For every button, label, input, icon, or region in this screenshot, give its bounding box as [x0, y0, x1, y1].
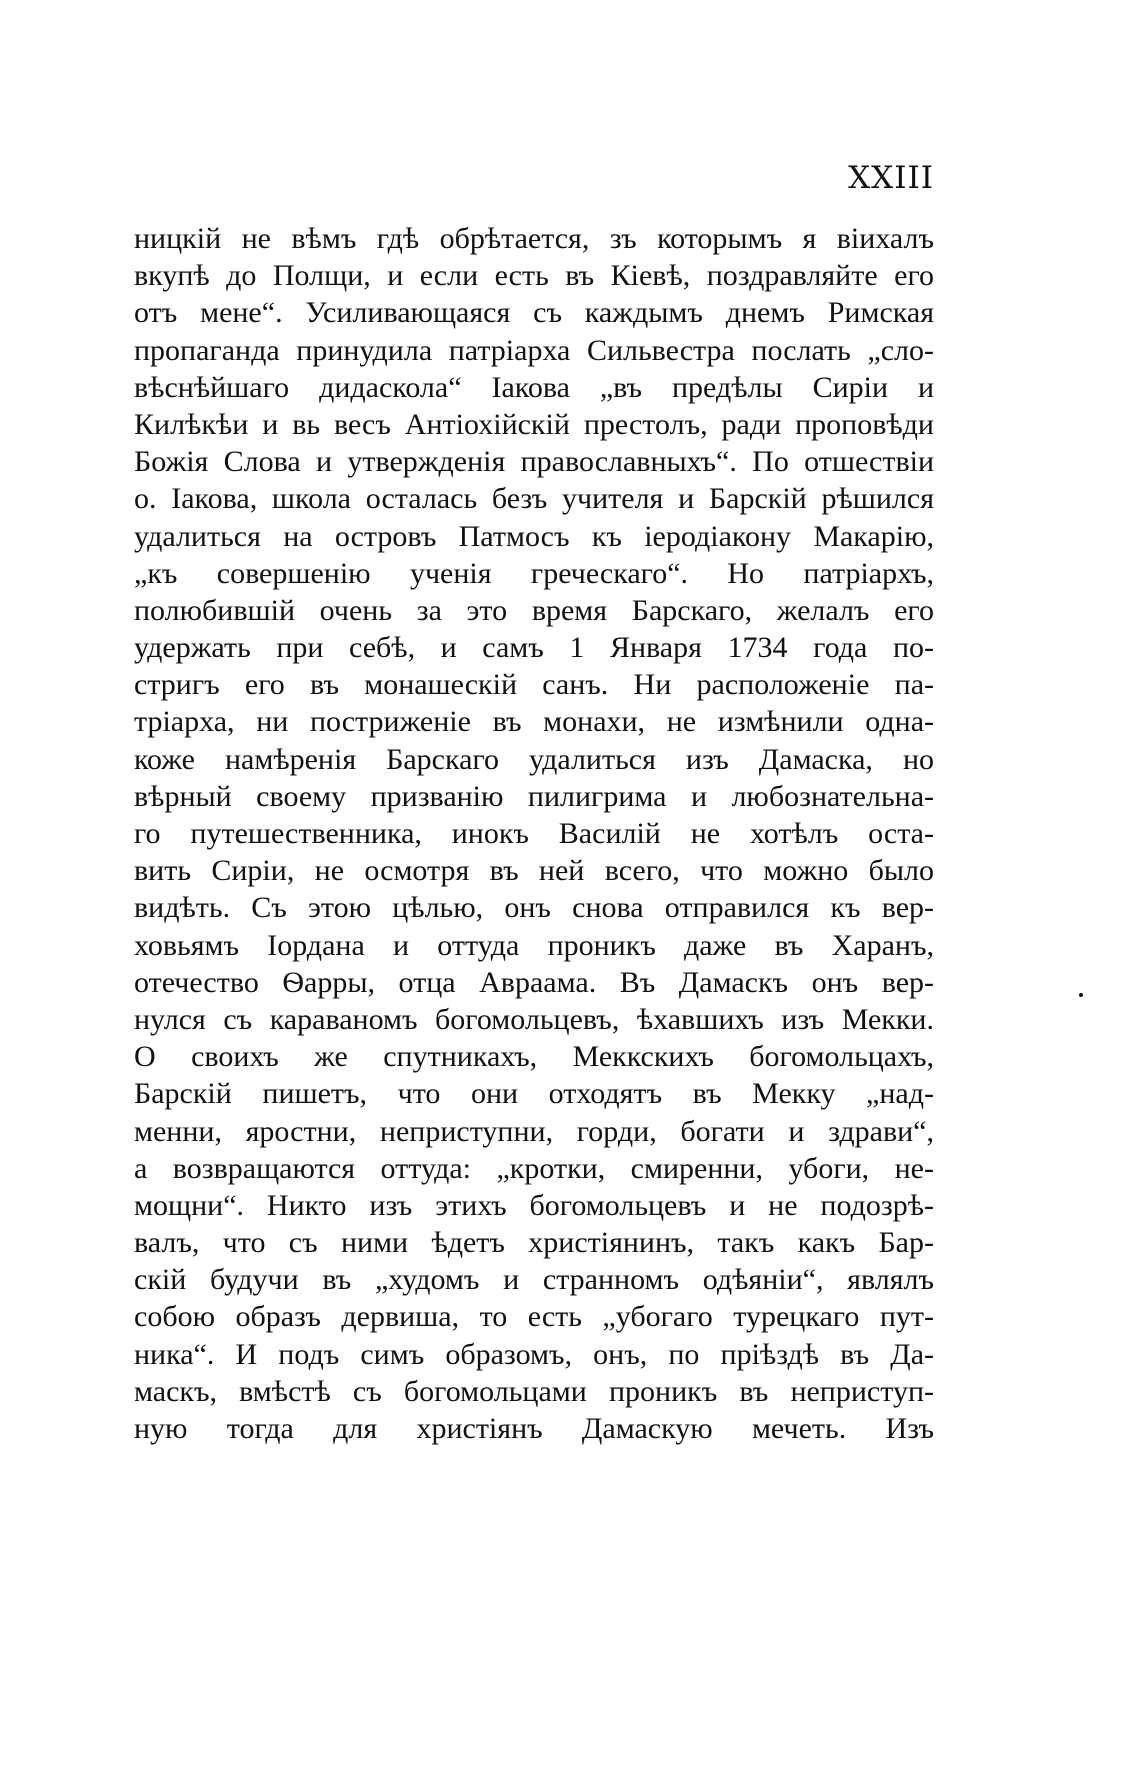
text-line: полюбившій очень за это время Барскаго, желалъ его	[134, 593, 934, 627]
text-line: го путешественника, инокъ Василій не хотѣлъ оста-	[134, 817, 934, 850]
text-line: вкупѣ до Полщи, и если есть въ Кіевѣ, поздравляйте его	[134, 259, 934, 293]
text-line: ника“. И подъ симъ образомъ, онъ, по пріѣздѣ въ Да-	[134, 1337, 934, 1371]
text-line: отъ мене“. Усиливающаяся съ каждымъ днемъ Римская	[134, 296, 934, 330]
page-number: XXIII	[848, 160, 934, 196]
text-line: вѣрный своему призванію пилигрима и любознательна-	[134, 779, 934, 813]
text-line: удалиться на островъ Патмосъ къ іеродіакону Макарію,	[134, 519, 934, 553]
text-line: ницкій не вѣмъ гдѣ обрѣтается, зъ которымъ я віихалъ	[134, 222, 934, 255]
text-line: ховьямъ Іордана и оттуда проникъ даже въ Харанъ,	[134, 928, 934, 962]
text-line: маскъ, вмѣстѣ съ богомольцами проникъ въ неприступ-	[134, 1374, 934, 1408]
text-line: отечество Ѳарры, отца Авраама. Въ Дамаскъ онъ вер-	[134, 965, 934, 999]
text-line: ную тогда для христіянъ Дамаскую мечеть. Изъ	[134, 1412, 934, 1445]
text-line: Божія Слова и утвержденія православныхъ“. По отшествіи	[134, 445, 934, 479]
text-line: видѣть. Съ этою цѣлью, онъ снова отправился къ вер-	[134, 891, 934, 925]
text-line: О своихъ же спутникахъ, Меккскихъ богомольцахъ,	[134, 1040, 934, 1074]
text-line: вѣснѣйшаго дидаскола“ Іакова „въ предѣлы Сиріи и	[134, 370, 934, 404]
text-line: удержать при себѣ, и самъ 1 Января 1734 года по-	[134, 631, 934, 665]
text-line: скій будучи въ „худомъ и странномъ одѣяніи“, являлъ	[134, 1263, 934, 1297]
text-line: „къ совершенію ученія греческаго“. Но патріархъ,	[134, 556, 934, 590]
body-text	[134, 220, 934, 1447]
text-line: нулся съ караваномъ богомольцевъ, ѣхавшихъ изъ Мекки.	[134, 1002, 934, 1036]
ink-speck	[1079, 993, 1083, 997]
text-line: тріарха, ни постриженіе въ монахи, не измѣнили одна-	[134, 705, 934, 739]
text-line: о. Іакова, школа осталась безъ учителя и Барскій рѣшился	[134, 482, 934, 516]
text-line: валъ, что съ ними ѣдетъ христіянинъ, такъ какъ Бар-	[134, 1226, 934, 1260]
text-line: собою образъ дервиша, то есть „убогаго турецкаго пут-	[134, 1300, 934, 1334]
text-line: пропаганда принудила патріарха Сильвестра послать „сло-	[134, 333, 934, 367]
text-line: Барскій пишетъ, что они отходятъ въ Мекку „над-	[134, 1077, 934, 1111]
text-line: коже намѣренія Барскаго удалиться изъ Дамаска, но	[134, 742, 934, 776]
text-line: а возвращаются оттуда: „кротки, смиренни, убоги, не-	[134, 1151, 934, 1185]
text-line: Килѣкѣи и вь весъ Антіохійскій престолъ, ради проповѣди	[134, 407, 934, 441]
text-line: менни, яростни, неприступни, горди, богати и здрави“,	[134, 1114, 934, 1148]
text-line: вить Сиріи, не осмотря въ ней всего, что можно было	[134, 854, 934, 888]
text-line: мощни“. Никто изъ этихъ богомольцевъ и не подозрѣ-	[134, 1188, 934, 1222]
text-line: стригъ его въ монашескій санъ. Ни расположеніе па-	[134, 668, 934, 702]
